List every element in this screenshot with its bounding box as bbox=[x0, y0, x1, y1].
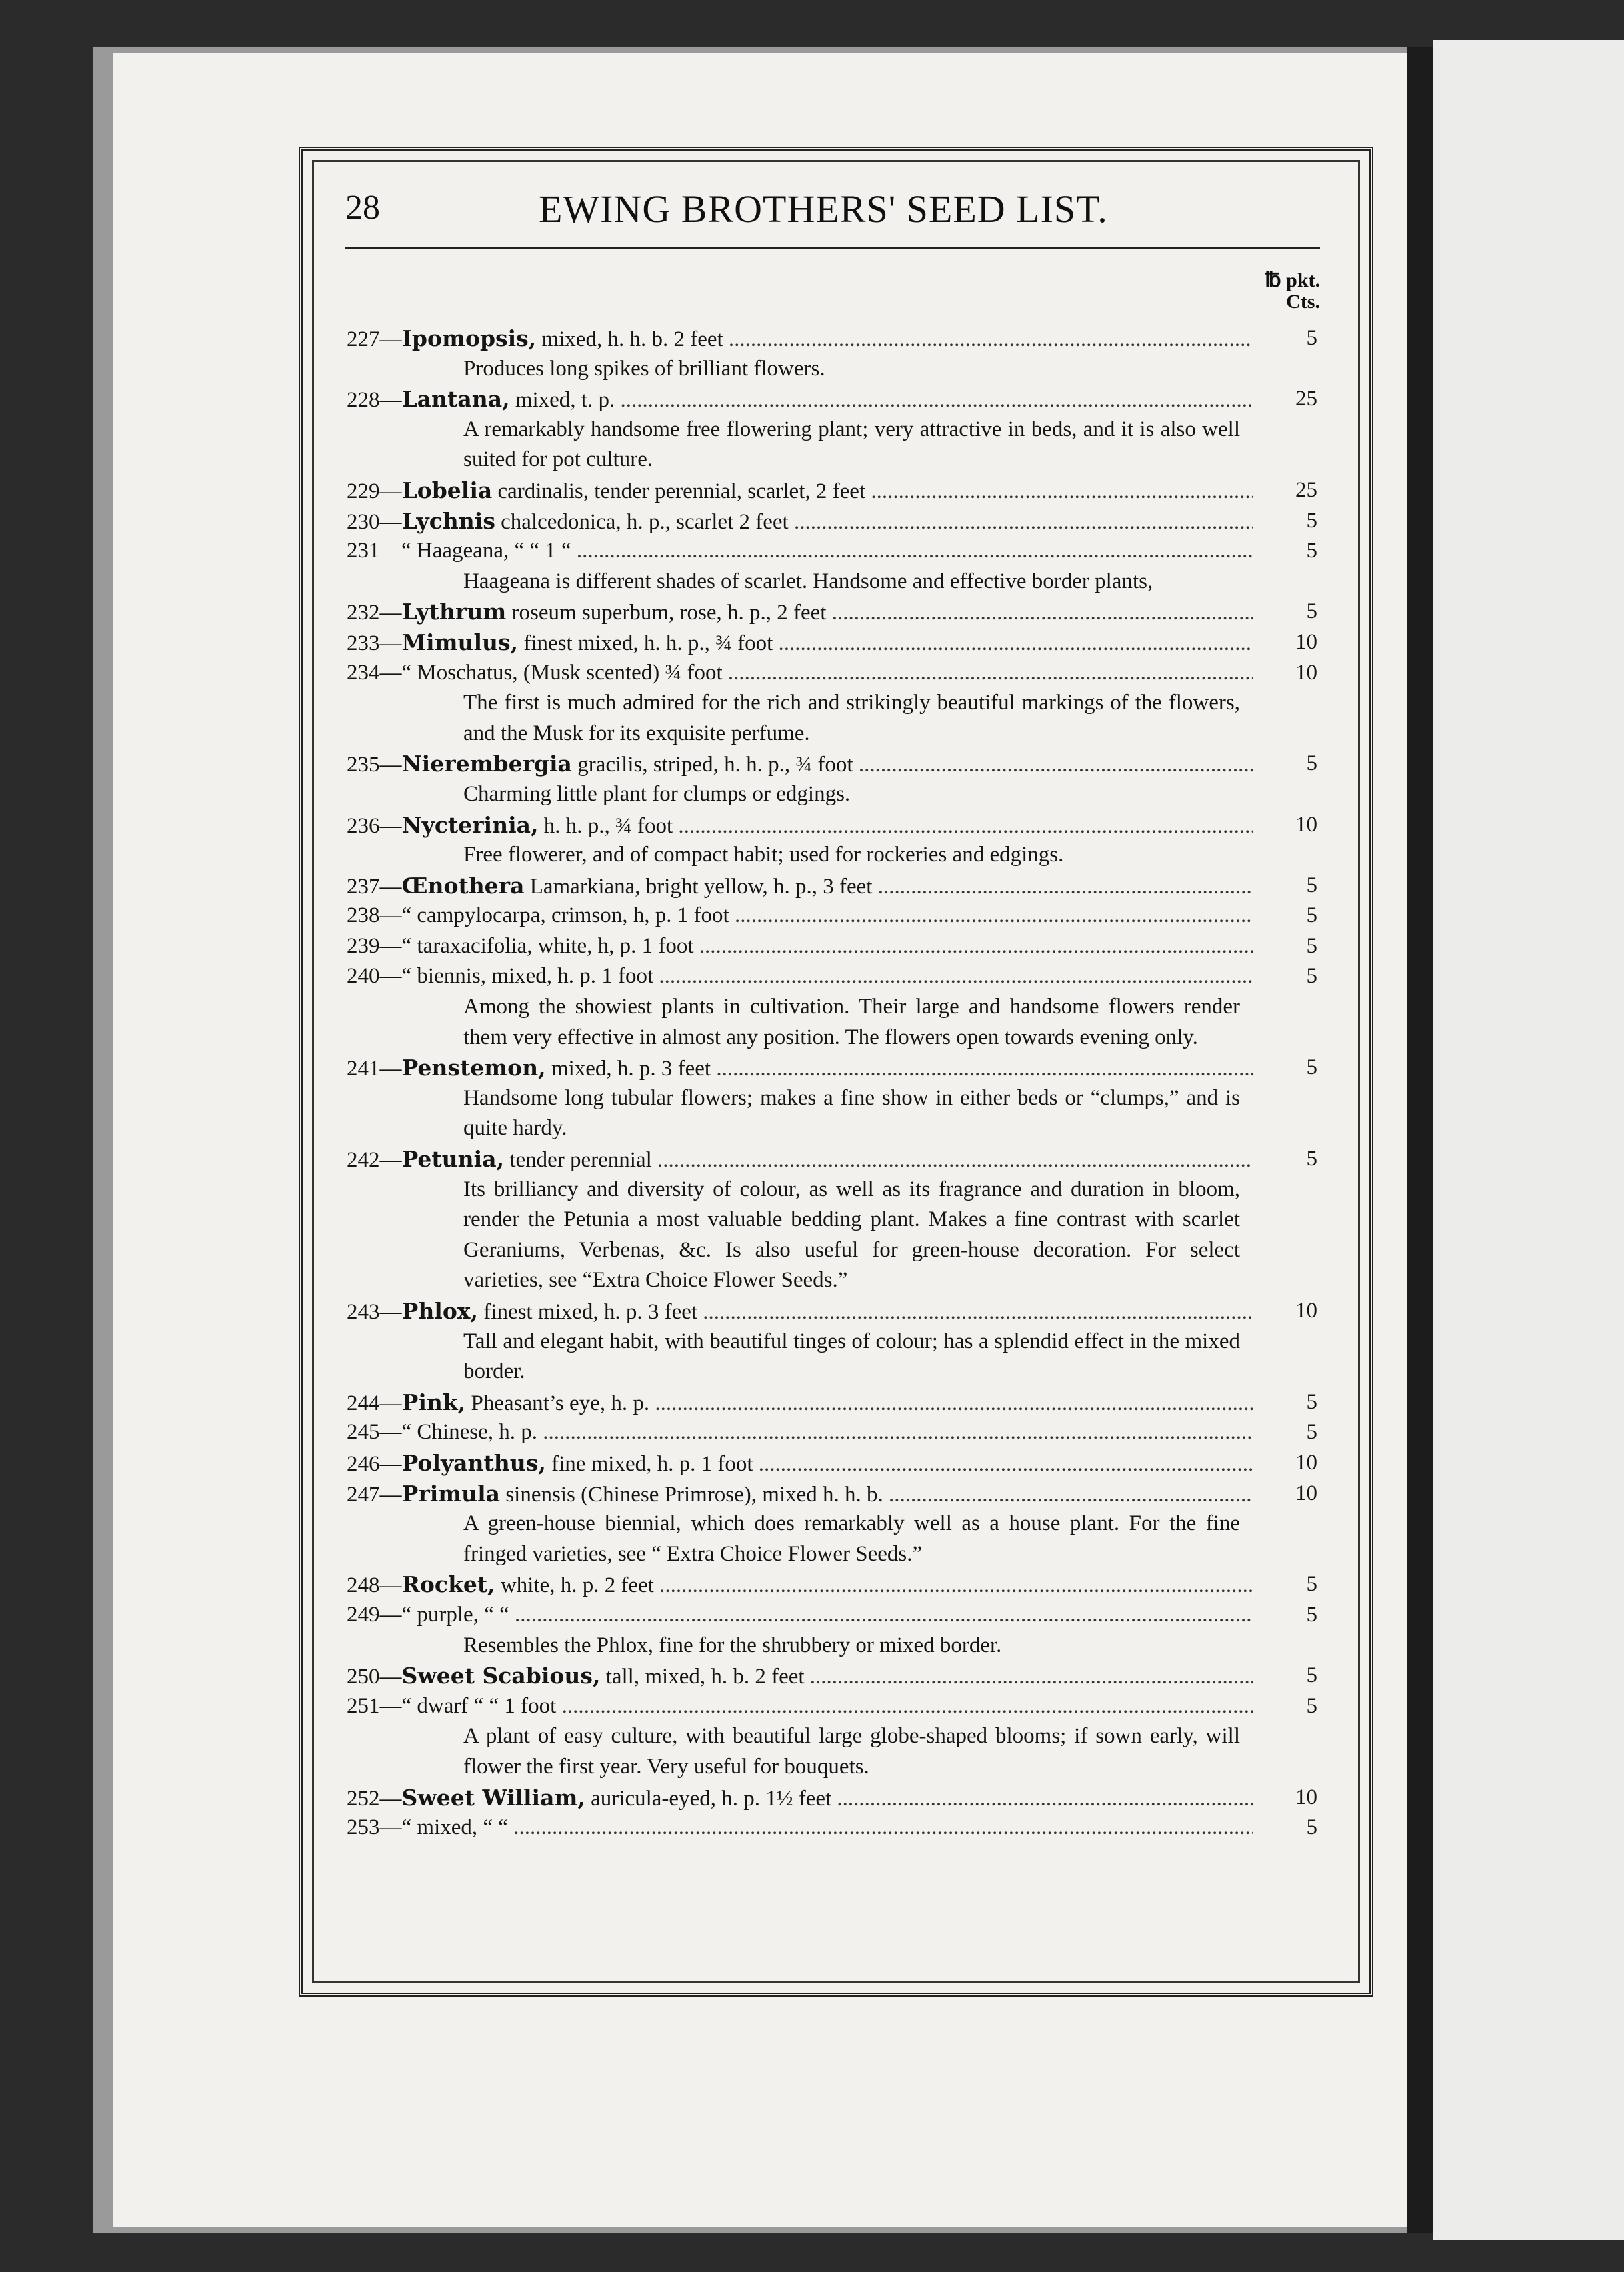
seed-entry bbox=[347, 1600, 1320, 1631]
seed-entry bbox=[347, 961, 1320, 992]
entry-text bbox=[347, 961, 1253, 992]
seed-entry bbox=[347, 597, 1320, 627]
entry-details: white, h. p. 2 feet bbox=[500, 1573, 654, 1598]
seed-entry bbox=[347, 1387, 1320, 1418]
entry-plant-name: Mimulus, bbox=[401, 629, 519, 655]
page-header bbox=[345, 180, 1320, 233]
entry-price: 10 bbox=[1295, 1450, 1317, 1475]
entry-text bbox=[347, 1569, 1253, 1601]
entry-price: 5 bbox=[1306, 599, 1317, 624]
seed-entry bbox=[347, 1691, 1320, 1722]
entry-price: 25 bbox=[1295, 387, 1317, 411]
entry-price: 5 bbox=[1306, 873, 1317, 897]
entry-description: A remarkably handsome free flowering plant; very attractive in beds, and it is also well suited for pot culture. bbox=[463, 417, 1240, 472]
entry-details: chalcedonica, h. p., scarlet 2 feet bbox=[501, 509, 789, 534]
entry-price: 5 bbox=[1306, 1420, 1317, 1445]
seed-entry bbox=[347, 475, 1320, 506]
entry-text bbox=[347, 627, 1253, 659]
entry-details: roseum superbum, rose, h. p., 2 feet bbox=[511, 601, 827, 625]
entry-text bbox=[347, 1448, 1253, 1480]
entry-text bbox=[347, 384, 1253, 416]
entry-number: 251— bbox=[347, 1693, 402, 1718]
entry-text bbox=[347, 749, 1253, 781]
entry-price: 10 bbox=[1295, 1481, 1317, 1505]
facing-page bbox=[1433, 40, 1624, 2240]
entry-text bbox=[347, 810, 1253, 842]
seed-entry bbox=[347, 1417, 1320, 1448]
entry-price: 25 bbox=[1295, 477, 1317, 502]
entry-number: 240— bbox=[347, 964, 402, 989]
entry-price: 5 bbox=[1306, 326, 1317, 350]
entry-text bbox=[347, 1783, 1253, 1815]
entry-number: 241— bbox=[347, 1057, 402, 1081]
entry-plant-name: Pink, bbox=[401, 1389, 466, 1415]
entry-price: 5 bbox=[1306, 933, 1317, 958]
entry-plant-name: Lobelia bbox=[401, 477, 493, 503]
entry-description: Its brilliancy and diversity of colour, as well as its fragrance and duration in bloom, render the Petunia a most valuable bedding plant. Makes a fine contrast with scarlet Geraniums, Verbenas, &c. Is also useful for green-house decoration. For select varieties, see “Extra Choice Flower Seeds.” bbox=[463, 1177, 1240, 1293]
entry-price: 10 bbox=[1295, 1785, 1317, 1809]
entry-text bbox=[347, 931, 1253, 962]
page-number: 28 bbox=[345, 189, 380, 227]
entry-description: Handsome long tubular flowers; makes a fine show in either beds or “clumps,” and is quite hardy. bbox=[463, 1085, 1240, 1141]
entry-price: 5 bbox=[1306, 539, 1317, 563]
seed-entry bbox=[347, 1783, 1320, 1813]
entry-price: 5 bbox=[1306, 508, 1317, 533]
seed-list bbox=[347, 323, 1320, 1843]
entry-text bbox=[347, 1053, 1253, 1085]
seed-entry bbox=[347, 658, 1320, 689]
entry-text bbox=[347, 506, 1253, 538]
entry-number: 235— bbox=[347, 753, 402, 777]
entry-number: 250— bbox=[347, 1665, 402, 1689]
entry-details: “ taraxacifolia, white, h, p. 1 foot bbox=[401, 933, 694, 958]
entry-details: cardinalis, tender perennial, scarlet, 2 feet bbox=[497, 479, 866, 503]
seed-entry bbox=[347, 1144, 1320, 1175]
header-rule bbox=[345, 247, 1320, 249]
entry-text bbox=[347, 536, 1253, 567]
entry-details: “ campylocarpa, crimson, h, p. 1 foot bbox=[401, 903, 729, 928]
price-column-unit: ℔ pkt. bbox=[1265, 269, 1320, 291]
entry-text bbox=[347, 901, 1253, 931]
entry-details: “ Moschatus, (Musk scented) ¾ foot bbox=[401, 660, 723, 685]
seed-entry bbox=[347, 1053, 1320, 1083]
entry-price: 10 bbox=[1295, 660, 1317, 685]
entry-number: 243— bbox=[347, 1300, 402, 1324]
entry-plant-name: Petunia, bbox=[401, 1146, 505, 1173]
entry-number: 239— bbox=[347, 933, 402, 958]
entry-text bbox=[347, 1387, 1253, 1419]
entry-details: tall, mixed, h. b. 2 feet bbox=[605, 1665, 805, 1689]
entry-price: 10 bbox=[1295, 629, 1317, 654]
entry-price: 5 bbox=[1306, 1815, 1317, 1840]
entry-details: “ biennis, mixed, h. p. 1 foot bbox=[401, 964, 654, 989]
entry-number: 232— bbox=[347, 601, 402, 625]
entry-text bbox=[347, 871, 1253, 903]
entry-price: 5 bbox=[1306, 1389, 1317, 1414]
entry-text bbox=[347, 1144, 1253, 1176]
entry-description: Haageana is different shades of scarlet. Handsome and effective border plants, bbox=[463, 569, 1153, 593]
entry-number: 245— bbox=[347, 1420, 402, 1445]
entry-number: 230— bbox=[347, 509, 402, 534]
entry-description: A plant of easy culture, with beautiful large globe-shaped blooms; if sown early, will flower the first year. Very useful for bouquets. bbox=[463, 1724, 1240, 1779]
entry-plant-name: Œnothera bbox=[401, 872, 525, 899]
entry-text bbox=[347, 1479, 1253, 1511]
entry-plant-name: Nycterinia, bbox=[401, 811, 539, 838]
entry-number: 248— bbox=[347, 1573, 402, 1598]
entry-details: mixed, h. h. b. 2 feet bbox=[541, 327, 723, 351]
entry-plant-name: Nierembergia bbox=[401, 751, 572, 777]
entry-details: auricula-eyed, h. p. 1½ feet bbox=[591, 1786, 832, 1811]
entry-text bbox=[347, 1813, 1253, 1843]
entry-details: h. h. p., ¾ foot bbox=[543, 813, 673, 838]
entry-number: 249— bbox=[347, 1602, 402, 1627]
entry-plant-name: Sweet William, bbox=[401, 1784, 585, 1811]
entry-details: sinensis (Chinese Primrose), mixed h. h. b. bbox=[505, 1482, 883, 1507]
entry-text bbox=[347, 1661, 1253, 1693]
entry-details: fine mixed, h. p. 1 foot bbox=[551, 1451, 753, 1476]
entry-number: 246— bbox=[347, 1451, 402, 1476]
entry-details: finest mixed, h. p. 3 feet bbox=[483, 1300, 698, 1324]
entry-details: tender perennial bbox=[509, 1148, 652, 1173]
entry-number: 237— bbox=[347, 874, 402, 899]
seed-entry bbox=[347, 1569, 1320, 1600]
seed-entry bbox=[347, 1296, 1320, 1327]
entry-details: Pheasant’s eye, h. p. bbox=[471, 1391, 650, 1415]
entry-price: 5 bbox=[1306, 1055, 1317, 1080]
entry-description: Among the showiest plants in cultivation. Their large and handsome flowers render them very effective in almost any position. The flowers open towards evening only. bbox=[463, 995, 1240, 1049]
entry-text bbox=[347, 1691, 1253, 1722]
entry-price: 5 bbox=[1306, 1663, 1317, 1688]
entry-number: 238— bbox=[347, 903, 402, 928]
entry-text bbox=[347, 475, 1253, 507]
seed-entry bbox=[347, 749, 1320, 779]
entry-details: mixed, h. p. 3 feet bbox=[551, 1057, 711, 1081]
entry-description: Charming little plant for clumps or edgings. bbox=[463, 781, 851, 806]
seed-entry bbox=[347, 871, 1320, 901]
entry-details: “ mixed, “ “ bbox=[401, 1815, 508, 1840]
seed-entry bbox=[347, 627, 1320, 658]
entry-details: gracilis, striped, h. h. p., ¾ foot bbox=[577, 753, 853, 777]
entry-plant-name: Polyanthus, bbox=[401, 1449, 546, 1476]
entry-description: Resembles the Phlox, fine for the shrubbery or mixed border. bbox=[463, 1633, 1002, 1657]
seed-entry bbox=[347, 1448, 1320, 1479]
entry-number: 253— bbox=[347, 1815, 402, 1840]
entry-number: 231 bbox=[347, 539, 380, 563]
entry-plant-name: Primula bbox=[401, 1480, 501, 1507]
entry-text bbox=[347, 1296, 1253, 1328]
entry-text bbox=[347, 1600, 1253, 1631]
entry-plant-name: Lantana, bbox=[401, 386, 510, 413]
price-column-cents: Cts. bbox=[1286, 291, 1320, 313]
entry-price: 5 bbox=[1306, 1147, 1317, 1171]
seed-entry bbox=[347, 536, 1320, 567]
entry-description: Produces long spikes of brilliant flowers. bbox=[463, 356, 825, 381]
entry-number: 234— bbox=[347, 660, 402, 685]
entry-plant-name: Lychnis bbox=[401, 507, 495, 534]
entry-number: 227— bbox=[347, 327, 402, 351]
price-column-header bbox=[1227, 270, 1320, 313]
seed-entry bbox=[347, 506, 1320, 537]
entry-description: A green-house biennial, which does remarkably well as a house plant. For the fine fringed varieties, see “ Extra Choice Flower Seeds.” bbox=[463, 1511, 1240, 1566]
entry-plant-name: Ipomopsis, bbox=[401, 325, 537, 351]
entry-description: Free flowerer, and of compact habit; used for rockeries and edgings. bbox=[463, 843, 1064, 867]
seed-entry bbox=[347, 384, 1320, 415]
seed-entry bbox=[347, 1813, 1320, 1843]
entry-description: Tall and elegant habit, with beautiful tinges of colour; has a splendid effect in the mixed border. bbox=[463, 1329, 1240, 1384]
entry-number: 233— bbox=[347, 631, 402, 655]
entry-text bbox=[347, 597, 1253, 629]
seed-entry bbox=[347, 323, 1320, 354]
entry-price: 5 bbox=[1306, 1693, 1317, 1718]
entry-plant-name: Phlox, bbox=[401, 1298, 479, 1324]
seed-entry bbox=[347, 810, 1320, 841]
seed-entry bbox=[347, 1479, 1320, 1509]
entry-details: “ dwarf “ “ 1 foot bbox=[401, 1693, 557, 1718]
entry-details: Lamarkiana, bright yellow, h. p., 3 feet bbox=[529, 874, 873, 899]
entry-text bbox=[347, 658, 1253, 689]
entry-text bbox=[347, 1417, 1253, 1448]
entry-details: mixed, t. p. bbox=[515, 388, 615, 413]
entry-details: “ Chinese, h. p. bbox=[401, 1420, 537, 1445]
entry-plant-name: Lythrum bbox=[401, 599, 507, 625]
entry-plant-name: Sweet Scabious, bbox=[401, 1663, 601, 1689]
entry-number: 236— bbox=[347, 813, 402, 838]
entry-number: 242— bbox=[347, 1148, 402, 1173]
entry-details: finest mixed, h. h. p., ¾ foot bbox=[523, 631, 773, 655]
entry-number: 252— bbox=[347, 1786, 402, 1811]
entry-number: 228— bbox=[347, 388, 402, 413]
entry-price: 5 bbox=[1306, 964, 1317, 989]
entry-plant-name: Rocket, bbox=[401, 1571, 495, 1598]
entry-details: “ purple, “ “ bbox=[401, 1602, 509, 1627]
entry-plant-name: Penstemon, bbox=[401, 1055, 546, 1081]
seed-entry bbox=[347, 901, 1320, 931]
entry-text bbox=[347, 323, 1253, 355]
gutter bbox=[1407, 47, 1433, 2233]
seed-entry bbox=[347, 1661, 1320, 1691]
page-title: EWING BROTHERS' SEED LIST. bbox=[539, 187, 1108, 231]
entry-price: 10 bbox=[1295, 812, 1317, 837]
entry-number: 244— bbox=[347, 1391, 402, 1415]
entry-price: 5 bbox=[1306, 1572, 1317, 1597]
entry-description: The first is much admired for the rich and strikingly beautiful markings of the flowers, and the Musk for its exquisite perfume. bbox=[463, 691, 1240, 745]
entry-number: 229— bbox=[347, 479, 402, 503]
entry-price: 5 bbox=[1306, 1602, 1317, 1627]
entry-price: 10 bbox=[1295, 1299, 1317, 1323]
entry-number: 247— bbox=[347, 1482, 402, 1507]
seed-entry bbox=[347, 931, 1320, 962]
entry-details: “ Haageana, “ “ 1 “ bbox=[401, 539, 571, 563]
entry-price: 5 bbox=[1306, 903, 1317, 928]
entry-price: 5 bbox=[1306, 751, 1317, 776]
